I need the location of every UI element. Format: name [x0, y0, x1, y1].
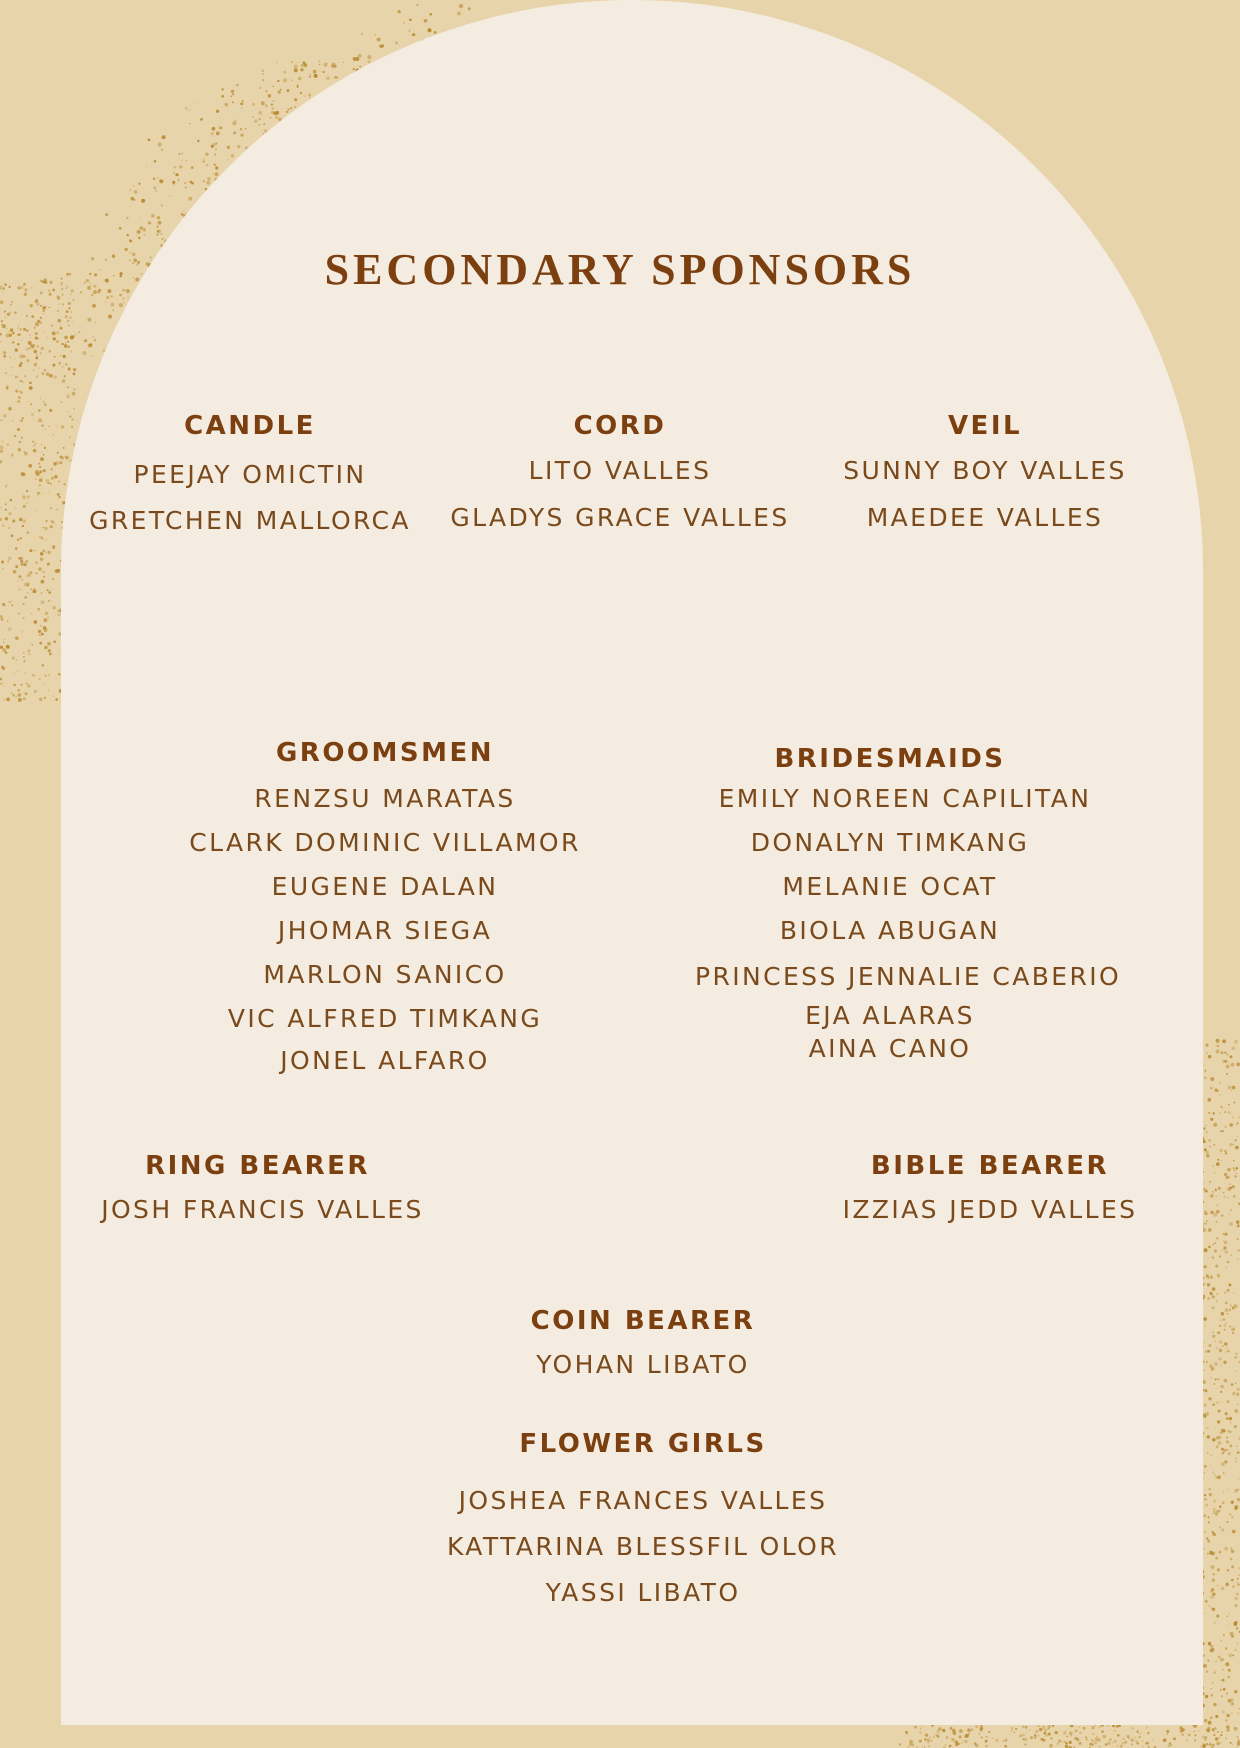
candle-name: GRETCHEN MALLORCA: [89, 506, 411, 535]
bridesmaid-name: EJA ALARAS: [805, 1001, 975, 1030]
bridesmaid-name: MELANIE OCAT: [782, 872, 998, 901]
ring-bearer-section: [80, 1150, 445, 1230]
coin-bearer-heading: COIN BEARER: [530, 1306, 756, 1336]
cord-section: [420, 410, 820, 537]
candle-section: [50, 410, 450, 540]
groomsman-name: MARLON SANICO: [263, 960, 507, 989]
groomsmen-heading: GROOMSMEN: [275, 738, 495, 768]
page-title: SECONDARY SPONSORS: [324, 245, 916, 294]
bible-bearer-name: IZZIAS JEDD VALLES: [842, 1195, 1138, 1224]
veil-heading: VEIL: [947, 411, 1023, 441]
bridesmaid-name: PRINCESS JENNALIE CABERIO: [695, 962, 1122, 991]
veil-name: SUNNY BOY VALLES: [843, 456, 1127, 485]
groomsman-name: CLARK DOMINIC VILLAMOR: [189, 828, 581, 857]
groomsman-name: RENZSU MARATAS: [254, 784, 516, 813]
bridesmaid-name: EMILY NOREEN CAPILITAN: [718, 784, 1092, 813]
flower-girl-name: JOSHEA FRANCES VALLES: [458, 1486, 828, 1515]
veil-section: [785, 410, 1185, 537]
groomsman-name: EUGENE DALAN: [271, 872, 499, 901]
flower-girls-heading: FLOWER GIRLS: [519, 1429, 767, 1459]
groomsman-name: JONEL ALFARO: [280, 1046, 490, 1075]
candle-name: PEEJAY OMICTIN: [133, 460, 367, 489]
flower-girl-name: KATTARINA BLESSFIL OLOR: [446, 1532, 840, 1561]
bible-bearer-section: [800, 1150, 1180, 1230]
groomsman-name: VIC ALFRED TIMKANG: [227, 1004, 543, 1033]
bridesmaid-name: AINA CANO: [808, 1034, 972, 1063]
bible-bearer-heading: BIBLE BEARER: [870, 1151, 1110, 1181]
bridesmaid-name: DONALYN TIMKANG: [750, 828, 1030, 857]
coin-bearer-section: [443, 1305, 843, 1385]
bridesmaid-name: BIOLA ABUGAN: [779, 916, 1001, 945]
bridesmaids-section: [665, 743, 1122, 1067]
groomsman-name: JHOMAR SIEGA: [277, 916, 493, 945]
flower-girls-section: [423, 1428, 863, 1616]
cord-name: LITO VALLES: [528, 456, 712, 485]
veil-name: MAEDEE VALLES: [866, 503, 1104, 532]
bridesmaids-heading: BRIDESMAIDS: [774, 744, 1006, 774]
cord-name: GLADYS GRACE VALLES: [450, 503, 790, 532]
coin-bearer-name: YOHAN LIBATO: [536, 1350, 750, 1379]
flower-girl-name: YASSI LIBATO: [545, 1578, 741, 1607]
groomsmen-section: [175, 737, 595, 1081]
cord-heading: CORD: [573, 411, 667, 441]
ring-bearer-name: JOSH FRANCIS VALLES: [101, 1195, 424, 1224]
candle-heading: CANDLE: [184, 411, 316, 441]
ring-bearer-heading: RING BEARER: [145, 1151, 370, 1181]
